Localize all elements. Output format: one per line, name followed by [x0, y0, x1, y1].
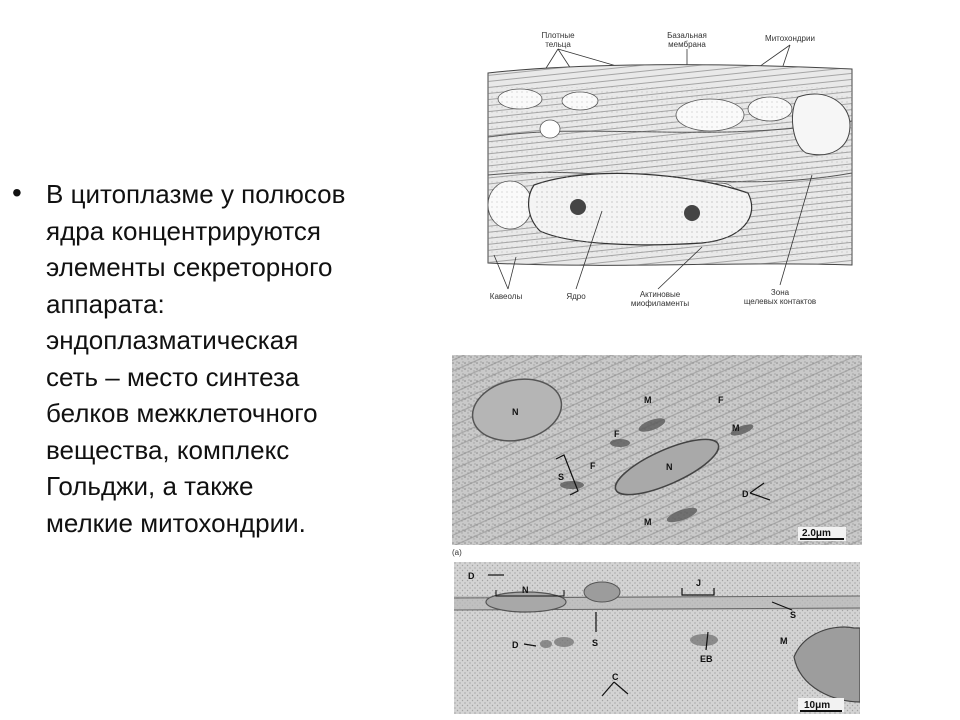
- micrograph-label-d: D: [512, 640, 519, 650]
- micrograph-label-s: S: [592, 638, 599, 648]
- diagram-label-actin: Актиновые миофиламенты: [630, 290, 690, 308]
- micrograph-label-s: S: [790, 610, 797, 620]
- micrograph-label-n: N: [512, 407, 519, 417]
- micrograph-label-s: S: [558, 472, 565, 482]
- diagram-label-mitochondria: Митохондрии: [765, 34, 815, 43]
- micrograph-label-f: F: [718, 395, 724, 405]
- micrograph-label-c: C: [612, 672, 619, 682]
- micrograph-label-f: F: [614, 429, 620, 439]
- micrograph-label-n: N: [522, 585, 529, 595]
- diagram-label-basal-membrane: Базальная мембрана: [667, 31, 707, 49]
- micrograph-label-eb: EB: [700, 654, 713, 664]
- micrograph-label-m: M: [732, 423, 740, 433]
- diagram-label-gap-zone: Зона щелевых контактов: [743, 288, 817, 306]
- micrograph-label-d: D: [468, 571, 475, 581]
- electron-micrograph-top: [452, 355, 862, 545]
- micrograph-label-m: M: [780, 636, 788, 646]
- diagram-label-caveolae: Кавеолы: [489, 292, 523, 301]
- bullet-dot-icon: •: [12, 177, 22, 208]
- bullet-text: В цитоплазме у полюсов ядра концентрируются элементы секреторного аппарата: эндоплазматическая сеть – место синтеза белков межклеточного вещества, комплекс Гольджи, а также мелкие митохондрии.: [46, 179, 346, 538]
- diagram-label-nucleus: Ядро: [566, 292, 586, 301]
- micrograph-label-m: M: [644, 517, 652, 527]
- scale-bar-label: 2.0μm: [802, 528, 831, 539]
- micrograph-label-n: N: [666, 462, 673, 472]
- micrograph-label-m: M: [644, 395, 652, 405]
- panel-letter: (a): [452, 548, 462, 557]
- micrograph-label-j: J: [696, 578, 702, 588]
- micrograph-label-f: F: [590, 461, 596, 471]
- diagram-label-dense-bodies: Плотные тельца: [541, 31, 575, 49]
- electron-micrograph-bottom: [454, 562, 860, 714]
- smooth-muscle-diagram: [480, 25, 860, 325]
- scale-bar-label: 10μm: [804, 700, 831, 711]
- micrograph-label-d: D: [742, 489, 749, 499]
